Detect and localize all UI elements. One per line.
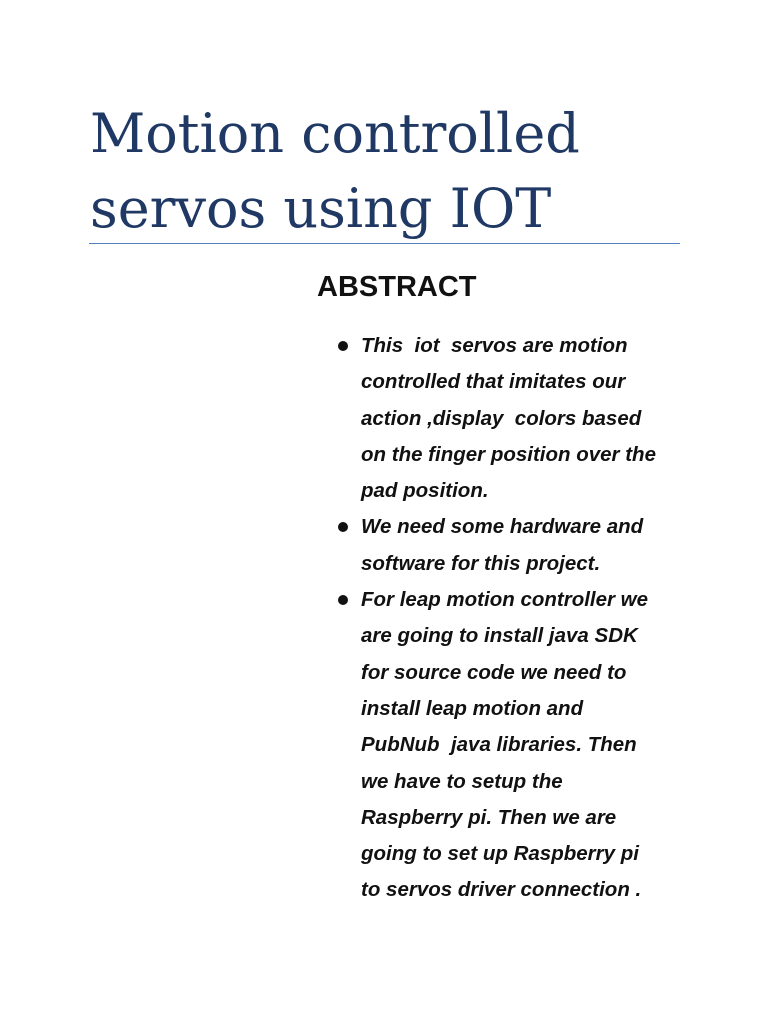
bullet-item-2 [333,509,693,582]
title-line-2: servos using IOT [90,177,552,240]
bullet-text-line: This iot servos are motion [361,334,628,357]
bullet-text-line: controlled that imitates our [361,370,626,394]
title-divider [89,243,680,244]
abstract-bullet-list [333,328,693,909]
bullet-text-line: install leap motion and [361,696,584,720]
bullet-text-line: pad position. [361,479,489,503]
bullet-icon [338,341,348,351]
bullet-text-line: on the finger position over the [361,442,656,466]
bullet-text-line: Raspberry pi. Then we are [361,805,617,829]
bullet-text-line: For leap motion controller we [361,588,649,612]
bullet-text-line: We need some hardware and [361,515,644,539]
bullet-text-line: going to set up Raspberry pi [361,842,639,866]
document-title [90,96,690,246]
bullet-text-line: PubNub java libraries. Then [361,733,637,757]
bullet-text-line: software for this project. [361,551,601,575]
bullet-text-line: to servos driver connection . [361,878,642,902]
bullet-text-line: for source code we need to [361,660,627,684]
title-line-1: Motion controlled [90,102,580,165]
bullet-icon [338,522,348,532]
bullet-item-3 [333,582,693,909]
abstract-heading: ABSTRACT [317,271,477,303]
bullet-item-1 [333,328,693,509]
bullet-text-line: action ,display colors based [361,406,642,430]
bullet-text-line: we have to setup the [361,769,563,793]
bullet-icon [338,595,348,605]
bullet-text-line: are going to install java SDK [361,624,638,648]
